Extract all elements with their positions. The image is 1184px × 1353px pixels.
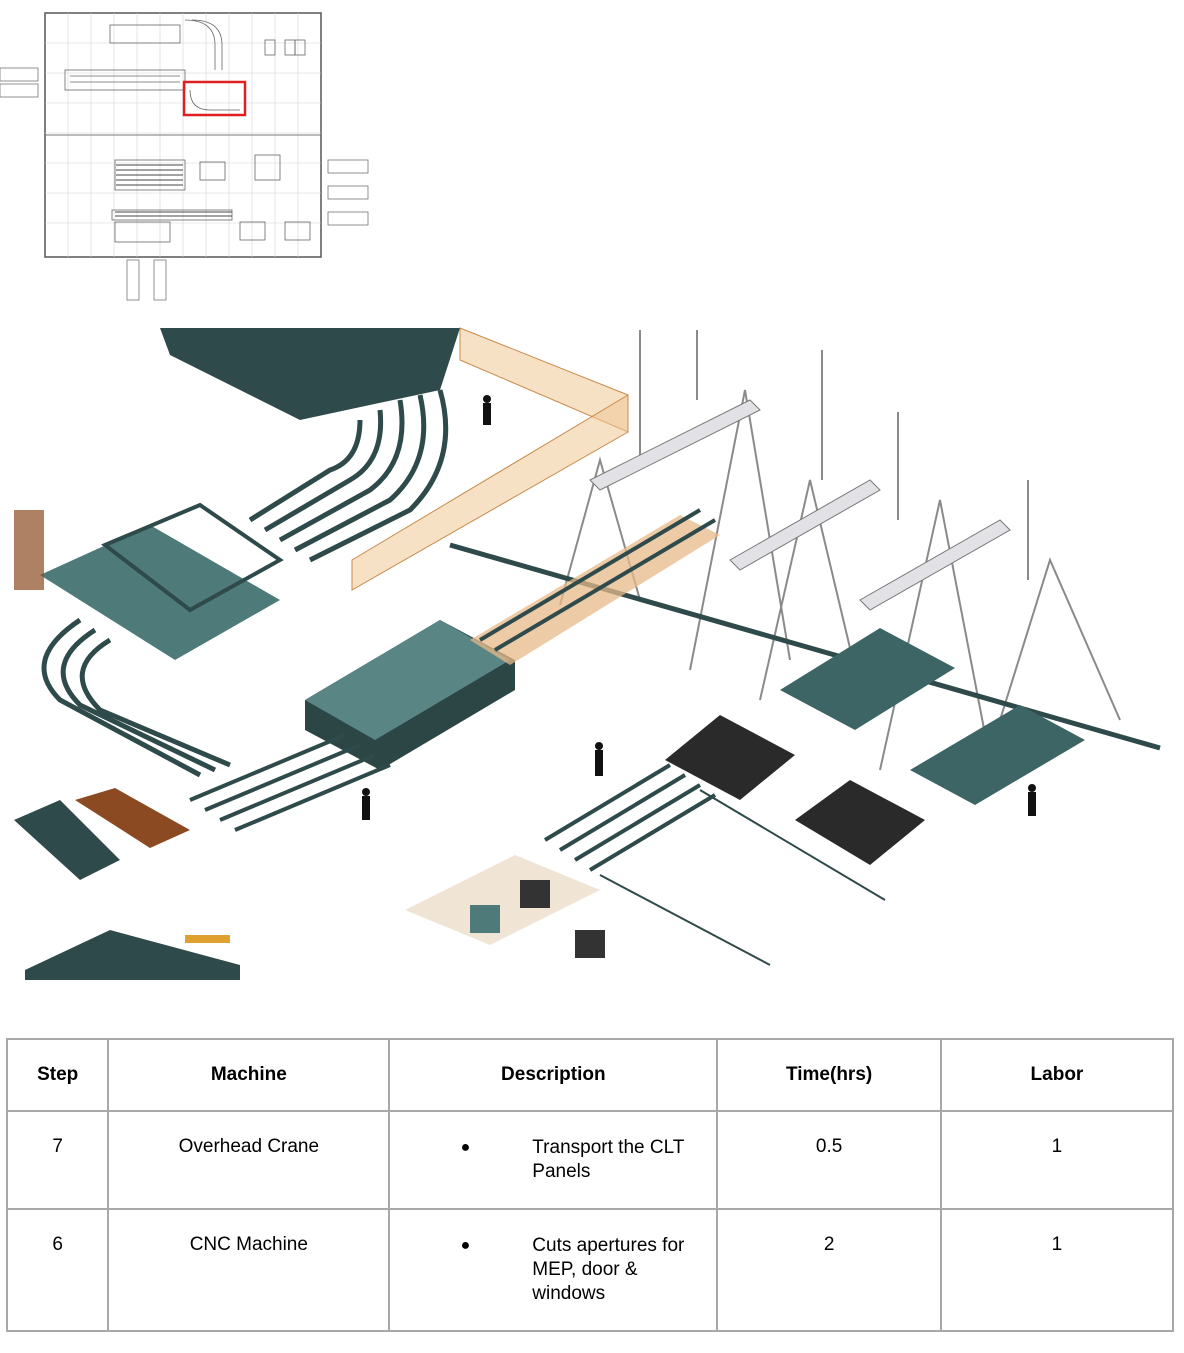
- cell-machine: CNC Machine: [108, 1209, 389, 1331]
- process-steps-table: [6, 1038, 1174, 1332]
- clt-panel-on-crane-1: [780, 628, 955, 730]
- cnc-infeed-conveyor: [545, 765, 715, 870]
- bullet-icon: ●: [460, 1237, 471, 1254]
- table-header-row: [7, 1039, 1173, 1111]
- cell-labor: 1: [941, 1111, 1173, 1209]
- crane-runway-rail: [450, 545, 1160, 748]
- cell-description: [389, 1111, 717, 1209]
- cell-description: [389, 1209, 717, 1331]
- cnc-machines: [665, 715, 925, 865]
- description-text: Transport the CLT Panels: [532, 1137, 684, 1182]
- description-text: Cuts apertures for MEP, door & windows: [532, 1235, 685, 1304]
- cell-labor: 1: [941, 1209, 1173, 1331]
- cell-time: 2: [717, 1209, 941, 1331]
- clt-panel-stack-left: [40, 525, 280, 660]
- cell-step: 7: [7, 1111, 108, 1209]
- table-row: [7, 1209, 1173, 1331]
- cell-machine: Overhead Crane: [108, 1111, 389, 1209]
- cell-step: 6: [7, 1209, 108, 1331]
- floor-plan-key-map: [0, 0, 380, 305]
- header-time: Time(hrs): [717, 1039, 941, 1111]
- header-description: Description: [389, 1039, 717, 1111]
- header-step: Step: [7, 1039, 108, 1111]
- factory-isometric-render: [0, 320, 1184, 985]
- loading-zone: [405, 855, 600, 945]
- storage-rack-area: [160, 328, 460, 420]
- cell-time: 0.5: [717, 1111, 941, 1209]
- header-labor: Labor: [941, 1039, 1173, 1111]
- table-row: [7, 1111, 1173, 1209]
- bullet-icon: ●: [460, 1139, 471, 1156]
- header-machine: Machine: [108, 1039, 389, 1111]
